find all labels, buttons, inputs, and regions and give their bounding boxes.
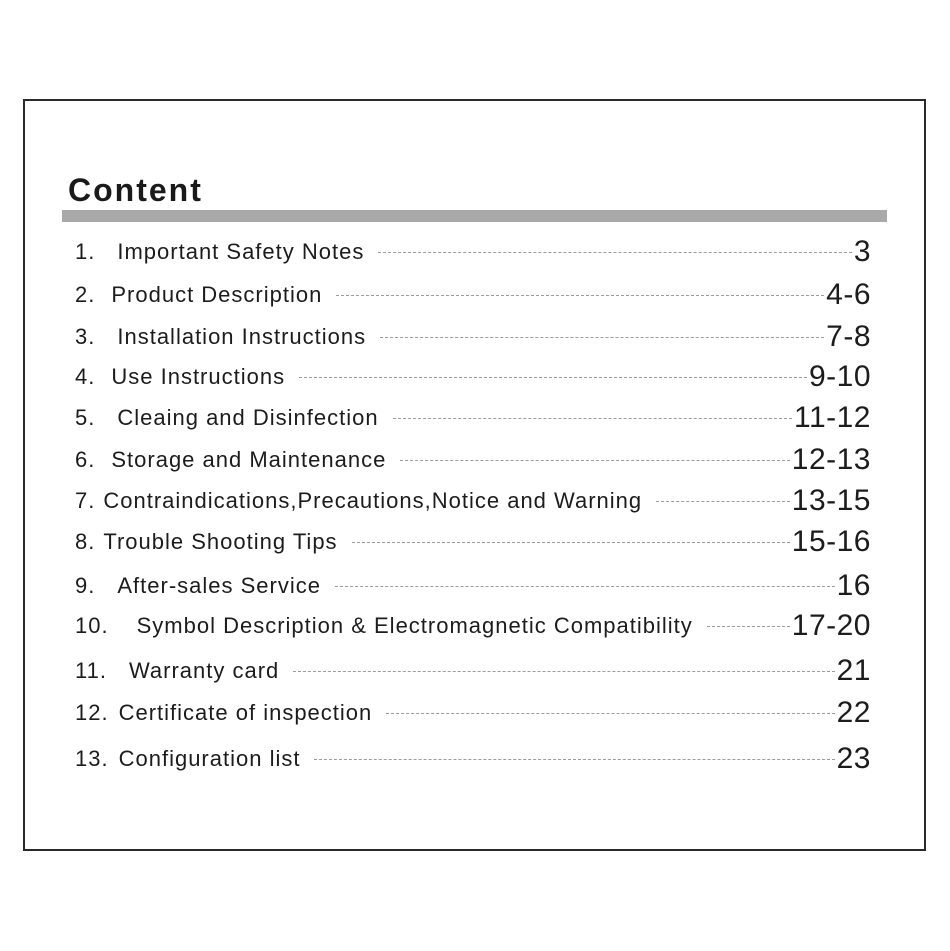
- toc-entry-page: 23: [836, 742, 871, 775]
- toc-entry-page: 7-8: [826, 320, 871, 353]
- dotted-leader: [336, 295, 824, 296]
- dotted-leader: [400, 460, 789, 461]
- toc-entry[interactable]: [75, 606, 871, 646]
- toc-entry-number: 6.: [75, 447, 96, 472]
- toc-entry-number: 1.: [75, 239, 96, 264]
- toc-entry-page: 15-16: [791, 525, 871, 558]
- toc-entry-label: [75, 488, 642, 514]
- toc-entry-page: 21: [836, 654, 871, 687]
- toc-entry-title: Certificate of inspection: [118, 700, 373, 725]
- toc-entry-page: 11-12: [793, 401, 871, 434]
- toc-entry-label: [75, 746, 300, 772]
- toc-entry-number: 2.: [75, 282, 96, 307]
- dotted-leader: [386, 713, 834, 714]
- toc-entry-label: [75, 405, 379, 431]
- toc-entry-title: Cleaing and Disinfection: [117, 405, 379, 430]
- toc-entry[interactable]: [75, 566, 871, 606]
- toc-entry[interactable]: [75, 693, 871, 733]
- toc-entry[interactable]: [75, 440, 871, 480]
- toc-entry-label: [75, 613, 693, 639]
- toc-entry-page: 4-6: [826, 278, 871, 311]
- toc-entry[interactable]: [75, 522, 871, 562]
- toc-entry[interactable]: [75, 481, 871, 521]
- toc-entry-page: 3: [853, 235, 871, 268]
- toc-entry-title: Configuration list: [118, 746, 301, 771]
- toc-entry-label: [75, 239, 364, 265]
- toc-entry-label: [75, 364, 285, 390]
- toc-entry-number: 11.: [75, 658, 107, 683]
- toc-entry-number: 5.: [75, 405, 96, 430]
- dotted-leader: [378, 252, 851, 253]
- toc-entry-number: 4.: [75, 364, 96, 389]
- toc-entry-label: [75, 573, 321, 599]
- toc-entry[interactable]: [75, 232, 871, 272]
- toc-entry[interactable]: [75, 275, 871, 315]
- toc-entry-label: [75, 324, 366, 350]
- toc-entry-title: Storage and Maintenance: [111, 447, 387, 472]
- dotted-leader: [393, 418, 792, 419]
- toc-entry-title: Important Safety Notes: [117, 239, 365, 264]
- toc-entry[interactable]: [75, 398, 871, 438]
- dotted-leader: [314, 759, 834, 760]
- dotted-leader: [707, 626, 790, 627]
- toc-entry-page: 12-13: [791, 443, 871, 476]
- toc-entry-label: [75, 658, 279, 684]
- toc-entry-title: Symbol Description & Electromagnetic Compatibility: [136, 613, 693, 638]
- toc-entry-title: Trouble Shooting Tips: [103, 529, 338, 554]
- dotted-leader: [335, 586, 835, 587]
- toc-entry-page: 9-10: [808, 360, 871, 393]
- toc-entry-number: 8.: [75, 529, 96, 554]
- toc-entry-page: 22: [836, 696, 871, 729]
- toc-entry-label: [75, 447, 386, 473]
- toc-entry-number: 13.: [75, 746, 109, 771]
- toc-entry-number: 7.: [75, 488, 96, 513]
- toc-entry-number: 9.: [75, 573, 96, 598]
- toc-entry-title: Warranty card: [128, 658, 280, 683]
- page-title: Content: [68, 172, 203, 208]
- dotted-leader: [293, 671, 834, 672]
- dotted-leader: [380, 337, 824, 338]
- toc-entry-number: 10.: [75, 613, 109, 638]
- title-underline: [62, 210, 887, 222]
- toc-entry[interactable]: [75, 651, 871, 691]
- toc-entry-page: 17-20: [791, 609, 871, 642]
- toc-entry[interactable]: [75, 739, 871, 779]
- toc-entry[interactable]: [75, 317, 871, 357]
- dotted-leader: [352, 542, 790, 543]
- toc-entry-label: [75, 700, 372, 726]
- toc-entry-label: [75, 529, 338, 555]
- toc-entry-number: 12.: [75, 700, 109, 725]
- dotted-leader: [299, 377, 807, 378]
- dotted-leader: [656, 501, 790, 502]
- toc-entry-label: [75, 282, 322, 308]
- toc-entry-page: 13-15: [791, 484, 871, 517]
- toc-entry-number: 3.: [75, 324, 96, 349]
- toc-entry-title: Use Instructions: [111, 364, 286, 389]
- toc-entry-title: Contraindications,Precautions,Notice and Warning: [103, 488, 643, 513]
- toc-entry-page: 16: [836, 569, 871, 602]
- toc-entry-title: After-sales Service: [117, 573, 321, 598]
- toc-entry-title: Product Description: [111, 282, 323, 307]
- toc-entry[interactable]: [75, 357, 871, 397]
- toc-entry-title: Installation Instructions: [117, 324, 367, 349]
